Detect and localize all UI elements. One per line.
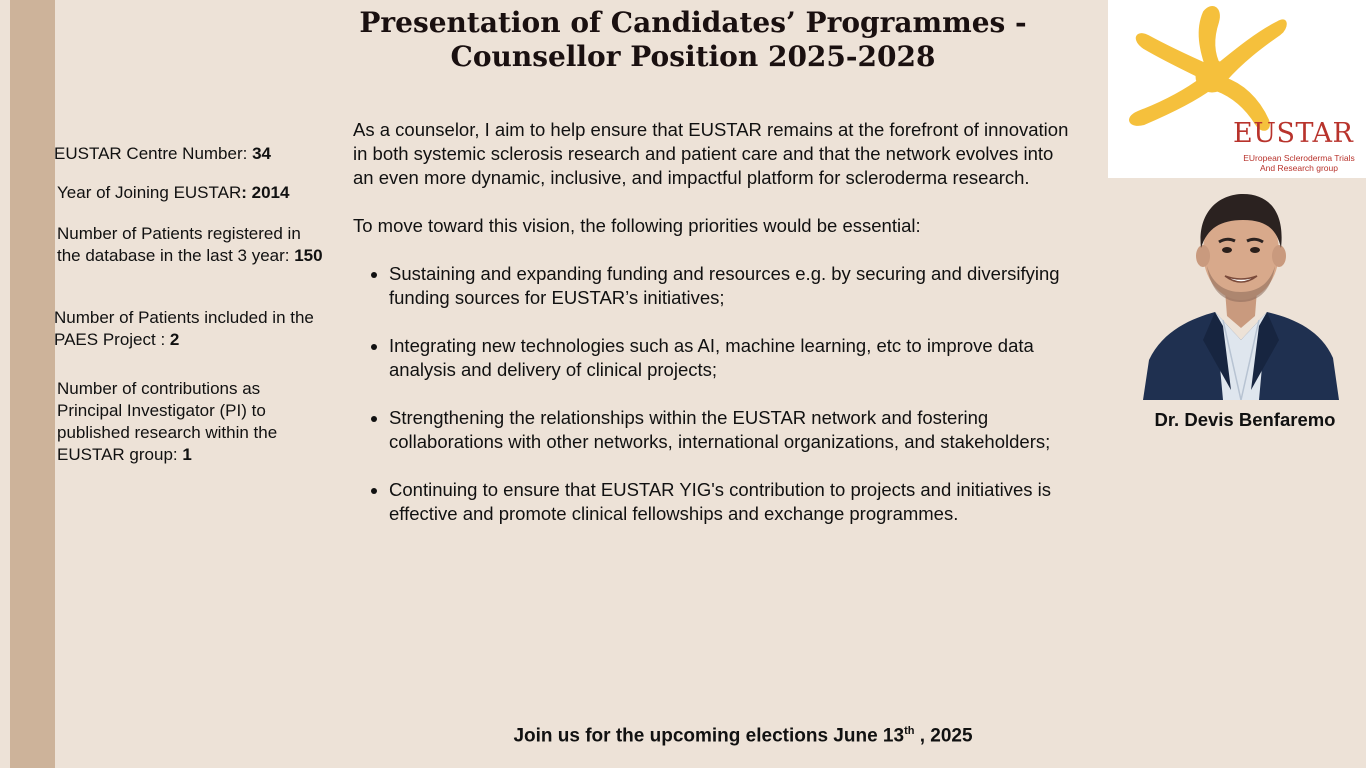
priority-item: • Integrating new technologies such as AI, machine learning, etc to improve data analysis and delivery of clinical projects; [389, 334, 1073, 382]
footer-superscript: th [904, 725, 915, 737]
logo-wordmark: EUSTAR [1233, 118, 1354, 149]
stat-paes-patients: Number of Patients included in the PAES Project : 2 [54, 308, 314, 349]
stat-year-joined: Year of Joining EUSTAR: 2014 [57, 183, 290, 202]
priority-list [353, 262, 1073, 526]
programme-lead: To move toward this vision, the following priorities would be essential: [353, 215, 921, 236]
side-accent-bar [10, 0, 55, 768]
stat-pi-contributions: Number of contributions as Principal Investigator (PI) to published research within the EUSTAR group: 1 [57, 379, 278, 464]
programme-text [353, 118, 1073, 550]
page-title [330, 6, 1056, 74]
stat-centre-number: EUSTAR Centre Number: 34 [54, 144, 271, 163]
election-footer: Join us for the upcoming elections June 13th , 2025 [513, 725, 973, 747]
stat-pi-value: 1 [182, 445, 192, 464]
priority-item: • Strengthening the relationships within the EUSTAR network and fostering collaborations with other networks, international organizations, and stakeholders; [389, 406, 1073, 454]
candidate-name: Dr. Devis Benfaremo [1154, 409, 1336, 430]
title-line-2: Counsellor Position 2025-2028 [450, 40, 936, 73]
logo-subtitle: EUropean Scleroderma Trials And Research group [1243, 153, 1355, 173]
title-line-1: Presentation of Candidates’ Programmes - [359, 6, 1027, 39]
stat-centre-value: 34 [252, 144, 271, 163]
stat-paes-value: 2 [169, 330, 180, 349]
eustar-logo [1108, 0, 1366, 178]
candidate-photo [1143, 190, 1339, 400]
programme-intro: As a counselor, I aim to help ensure that EUSTAR remains at the forefront of innovation in both systemic sclerosis research and patient care and that the network evolves into an even more dynamic, inclusive, and impactful platform for scleroderma research. [353, 119, 1069, 188]
stat-patients-value: 150 [294, 246, 323, 265]
stat-year-value: : 2014 [241, 183, 290, 202]
priority-item: • Continuing to ensure that EUSTAR YIG's contribution to projects and initiatives is effective and promote clinical fellowships and exchange programmes. [389, 478, 1073, 526]
eustar-star-icon [1108, 0, 1366, 178]
priority-item: • Sustaining and expanding funding and resources e.g. by securing and diversifying funding sources for EUSTAR’s initiatives; [389, 262, 1073, 310]
stat-patients-registered: Number of Patients registered in the database in the last 3 year: 150 [57, 224, 323, 265]
